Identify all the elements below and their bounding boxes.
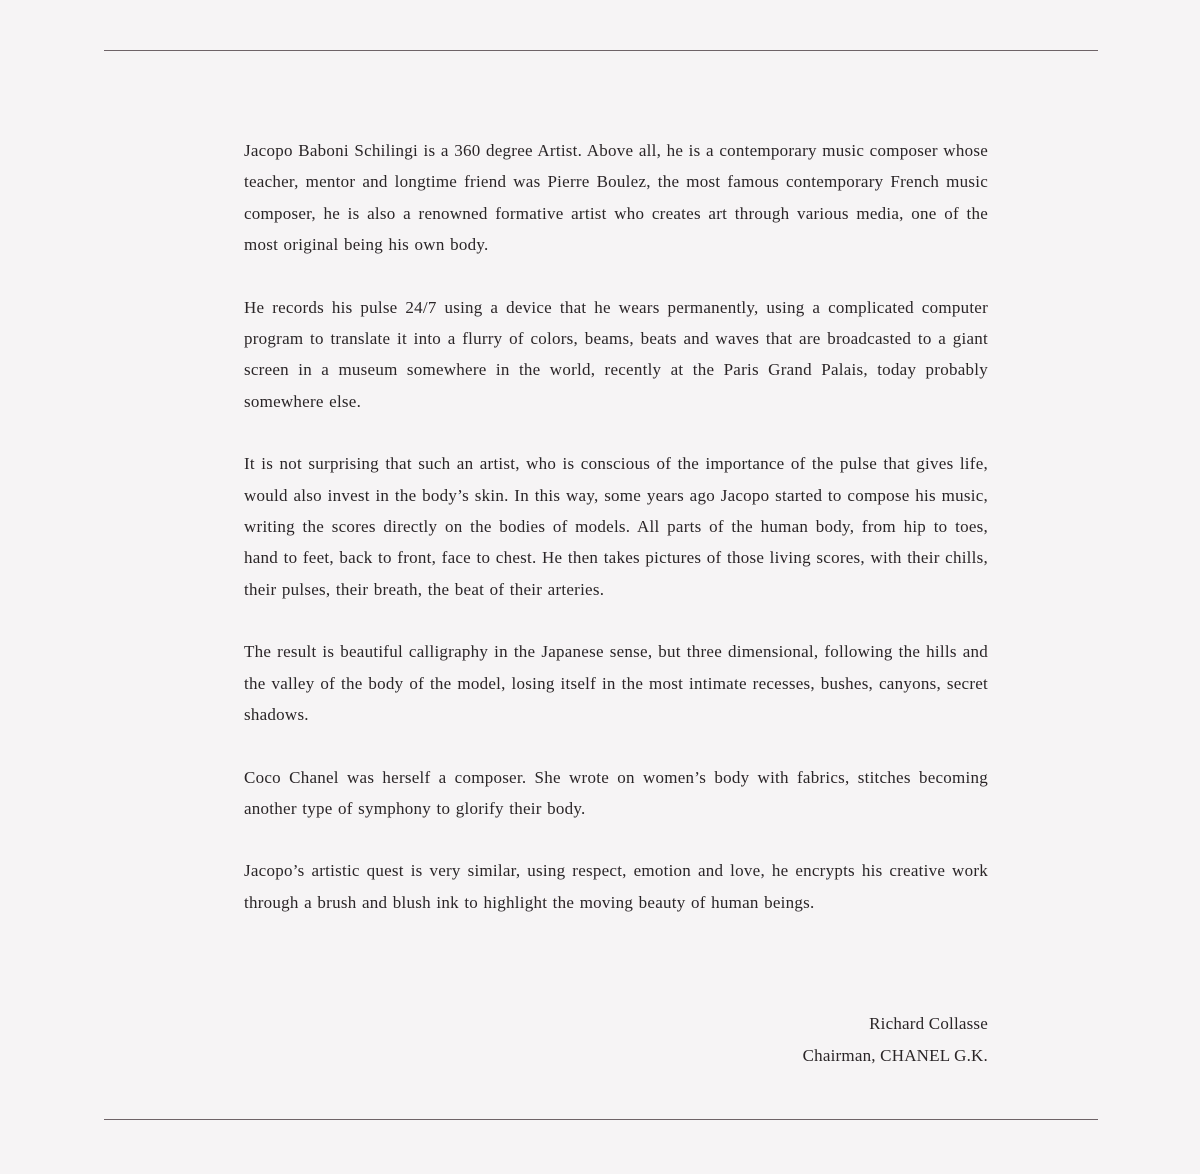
- paragraph-6: Jacopo’s artistic quest is very similar, using respect, emotion and love, he encrypts his creative work through a brush and blush ink to highlight the moving beauty of human beings.: [244, 861, 988, 912]
- bottom-divider: [104, 1119, 1098, 1120]
- paragraph-5: Coco Chanel was herself a composer. She wrote on women’s body with fabrics, stitches becoming another type of symphony to glorify their body.: [244, 767, 988, 818]
- signature-block: [803, 1008, 988, 1071]
- signature-name: Richard Collasse: [869, 1014, 988, 1033]
- paragraph-3: It is not surprising that such an artist, who is conscious of the importance of the pulse that gives life, would also invest in the body’s skin. In this way, some years ago Jacopo started to compose his music, writing the scores directly on the bodies of models. All parts of the human body, from hip to toes, hand to feet, back to front, face to chest. He then takes pictures of those living scores, with their chills, their pulses, their breath, the beat of their arteries.: [244, 454, 988, 599]
- paragraph-4: The result is beautiful calligraphy in the Japanese sense, but three dimensional, following the hills and the valley of the body of the model, losing itself in the most intimate recesses, bushes, canyons, secret shadows.: [244, 642, 988, 725]
- signature-title: Chairman, CHANEL G.K.: [802, 1045, 988, 1065]
- paragraph-1: Jacopo Baboni Schilingi is a 360 degree Artist. Above all, he is a contemporary music composer whose teacher, mentor and longtime friend was Pierre Boulez, the most famous contemporary French music composer, he is also a renowned formative artist who creates art through various media, one of the most original being his own body.: [244, 141, 988, 255]
- letter-body: [244, 135, 988, 949]
- top-divider: [104, 50, 1098, 51]
- paragraph-2: He records his pulse 24/7 using a device that he wears permanently, using a complicated computer program to translate it into a flurry of colors, beams, beats and waves that are broadcasted to a giant screen in a museum somewhere in the world, recently at the Paris Grand Palais, today probably somewhere else.: [244, 297, 988, 411]
